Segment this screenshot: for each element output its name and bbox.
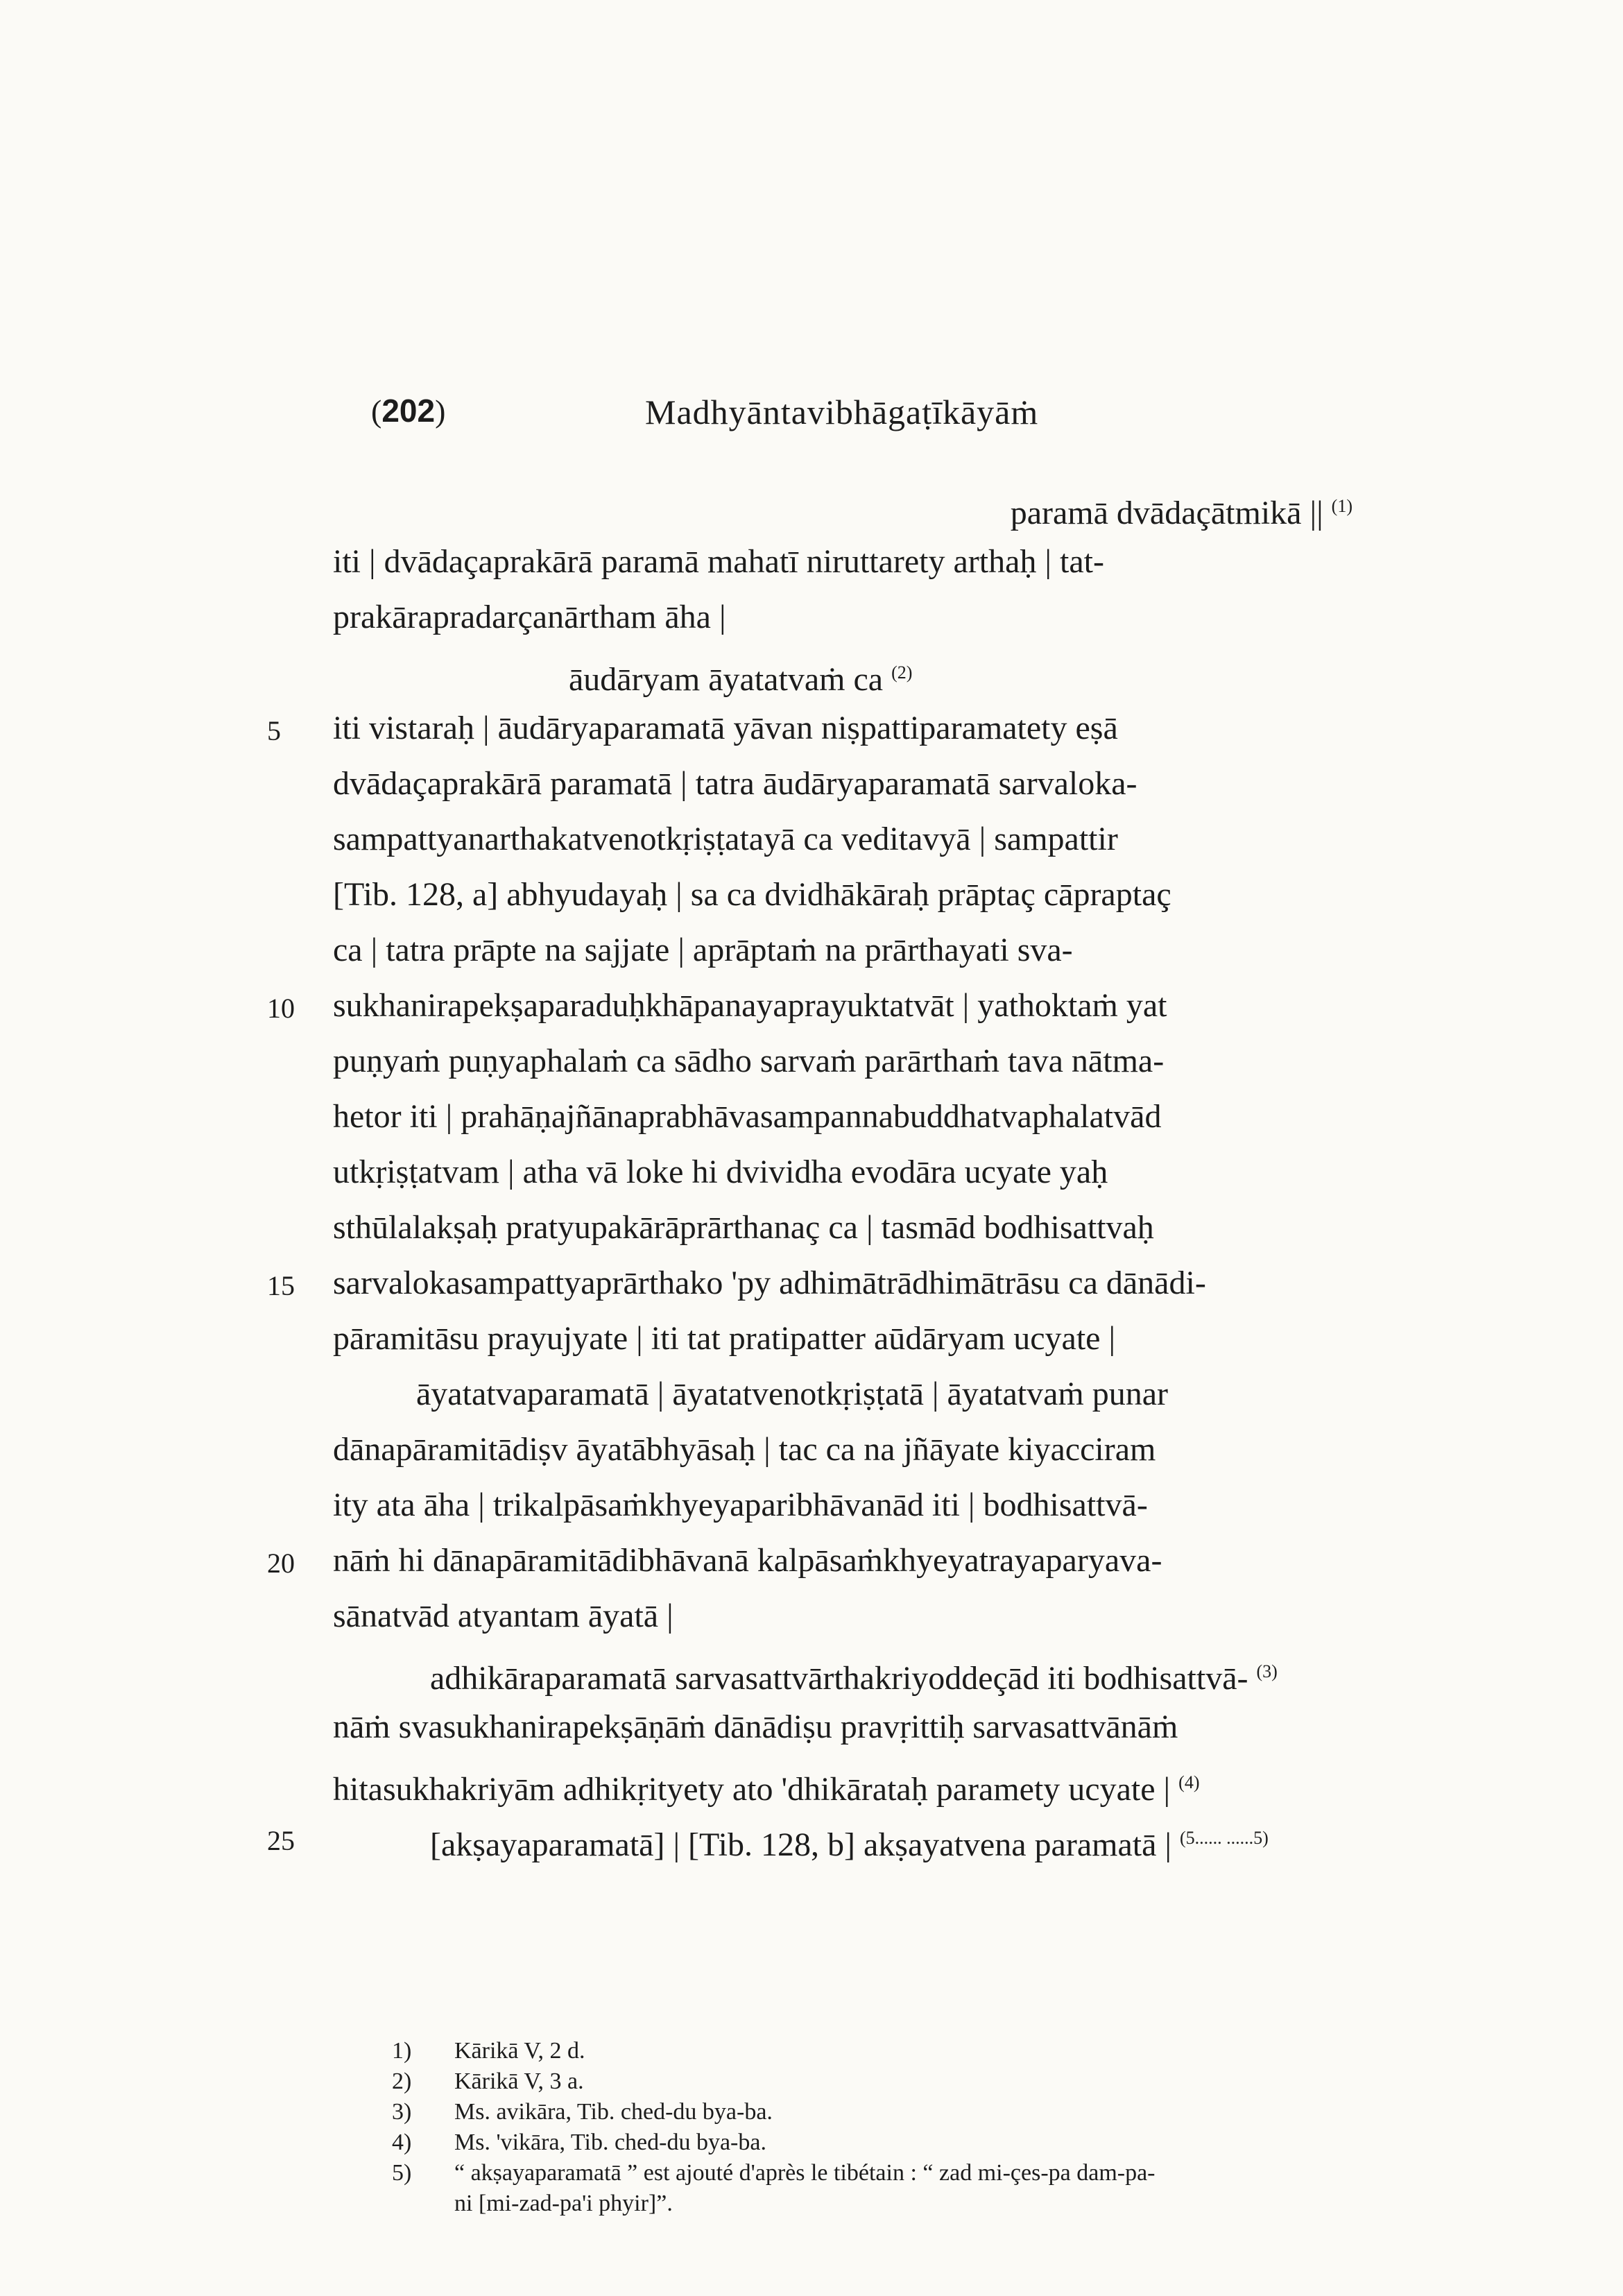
text-line <box>430 1651 1533 1699</box>
text-line <box>333 819 1436 860</box>
footnote: 5) “ akṣayaparamatā ” est ajouté d'après le tibétain : “ zad mi-çes-pa dam-pa- <box>392 2160 1156 2186</box>
footnotes <box>392 2036 1571 2219</box>
text-line <box>333 1318 1436 1360</box>
line-text: sarvalokasampattyaprārthako 'py adhimātrādhimātrāsu ca dānādi- <box>333 1265 1206 1301</box>
text-line <box>430 1817 1533 1866</box>
footnote-marker: (2) <box>891 662 913 683</box>
text-line <box>333 1484 1436 1526</box>
line-text: prakārapradarçanārtham āha | <box>333 599 726 635</box>
line-text: āyatatvaparamatā | āyatatvenotkṛiṣṭatā | āyatatvaṁ punar <box>416 1376 1169 1412</box>
text-line <box>333 1762 1436 1810</box>
line-text: sukhanirapekṣaparaduḥkhāpanayaprayuktatvāt | yathoktaṁ yat <box>333 987 1167 1024</box>
running-title: Madhyāntavibhāgaṭīkāyāṁ <box>645 393 1039 431</box>
line-text: adhikāraparamatā sarvasattvārthakriyoddeçād iti bodhisattvā- <box>430 1660 1248 1697</box>
line-text: puṇyaṁ puṇyaphalaṁ ca sādho sarvaṁ parārthaṁ tava nātma- <box>333 1043 1165 1079</box>
line-text: iti vistaraḥ | āudāryaparamatā yāvan niṣpattiparamatety eṣā <box>333 710 1118 746</box>
text-line <box>333 1262 1436 1304</box>
text-line <box>333 541 1436 583</box>
line-text: dvādaçaprakārā paramatā | tatra āudāryaparamatā sarvaloka- <box>333 765 1137 802</box>
line-number: 15 <box>267 1270 295 1301</box>
footnote-marker: (5...... ......5) <box>1180 1828 1269 1848</box>
page-header <box>0 392 1623 447</box>
line-text: sampattyanarthakatvenotkṛiṣṭatayā ca veditavyā | sampattir <box>333 821 1118 857</box>
line-text: utkṛiṣṭatvam | atha vā loke hi dvividha evodāra ucyate yaḥ <box>333 1154 1108 1190</box>
text-line <box>333 1151 1436 1193</box>
page-number: (202) <box>371 393 446 429</box>
line-number: 5 <box>267 715 281 746</box>
text-line <box>416 1373 1519 1415</box>
text-line <box>333 1096 1436 1138</box>
text-line <box>333 1040 1436 1082</box>
line-number: 20 <box>267 1548 295 1579</box>
footnote-marker: (3) <box>1256 1661 1278 1681</box>
line-text: hetor iti | prahāṇajñānaprabhāvasampannabuddhatvaphalatvād <box>333 1098 1162 1135</box>
footnote: ni [mi-zad-pa'i phyir]”. <box>454 2191 673 2216</box>
line-text: [Tib. 128, a] abhyudayaḥ | sa ca dvidhākāraḥ prāptaç cāpraptaç <box>333 876 1171 913</box>
line-text: [akṣayaparamatā] | [Tib. 128, b] akṣayatvena paramatā | <box>430 1826 1172 1863</box>
line-text: sānatvād atyantam āyatā | <box>333 1597 673 1634</box>
line-text: iti | dvādaçaprakārā paramā mahatī niruttarety arthaḥ | tat- <box>333 543 1104 580</box>
text-line <box>333 763 1436 805</box>
line-text: paramā dvādaçātmikā || <box>1010 495 1323 531</box>
footnote-marker: (1) <box>1331 496 1352 516</box>
text-line <box>569 652 1623 701</box>
footnote: 3) Ms. avikāra, Tib. ched-du bya-ba. <box>392 2099 773 2125</box>
text-line <box>333 486 1352 534</box>
footnote-marker: (4) <box>1178 1772 1200 1792</box>
line-text: ity ata āha | trikalpāsaṁkhyeyaparibhāvanād iti | bodhisattvā- <box>333 1487 1148 1523</box>
text-line <box>333 1540 1436 1582</box>
footnote: 1) Kārikā V, 2 d. <box>392 2038 585 2064</box>
text-line <box>333 1706 1436 1748</box>
line-number: 25 <box>267 1825 295 1856</box>
line-text: nāṁ svasukhanirapekṣāṇāṁ dānādiṣu pravṛittiḥ sarvasattvānāṁ <box>333 1708 1178 1745</box>
text-line <box>333 1207 1436 1249</box>
text-line <box>333 985 1436 1027</box>
text-line <box>333 597 1436 638</box>
text-line <box>333 1429 1436 1471</box>
text-line <box>333 708 1436 749</box>
line-text: ca | tatra prāpte na sajjate | aprāptaṁ na prārthayati sva- <box>333 932 1073 968</box>
footnote: 2) Kārikā V, 3 a. <box>392 2068 584 2094</box>
line-text: dānapāramitādiṣv āyatābhyāsaḥ | tac ca na jñāyate kiyacciram <box>333 1431 1156 1468</box>
footnote: 4) Ms. 'vikāra, Tib. ched-du bya-ba. <box>392 2130 766 2155</box>
text-line <box>333 874 1436 916</box>
text-line <box>333 1595 1436 1637</box>
line-text: nāṁ hi dānapāramitādibhāvanā kalpāsaṁkhyeyatrayaparyava- <box>333 1542 1162 1579</box>
line-text: pāramitāsu prayujyate | iti tat pratipatter aūdāryam ucyate | <box>333 1320 1116 1357</box>
line-text: sthūlalakṣaḥ pratyupakārāprārthanaç ca | tasmād bodhisattvaḥ <box>333 1209 1154 1246</box>
line-text: āudāryam āyatatvaṁ ca <box>569 661 884 698</box>
line-number: 10 <box>267 993 295 1024</box>
text-line <box>333 929 1436 971</box>
line-text: hitasukhakriyām adhikṛityety ato 'dhikārataḥ paramety ucyate | <box>333 1771 1171 1808</box>
